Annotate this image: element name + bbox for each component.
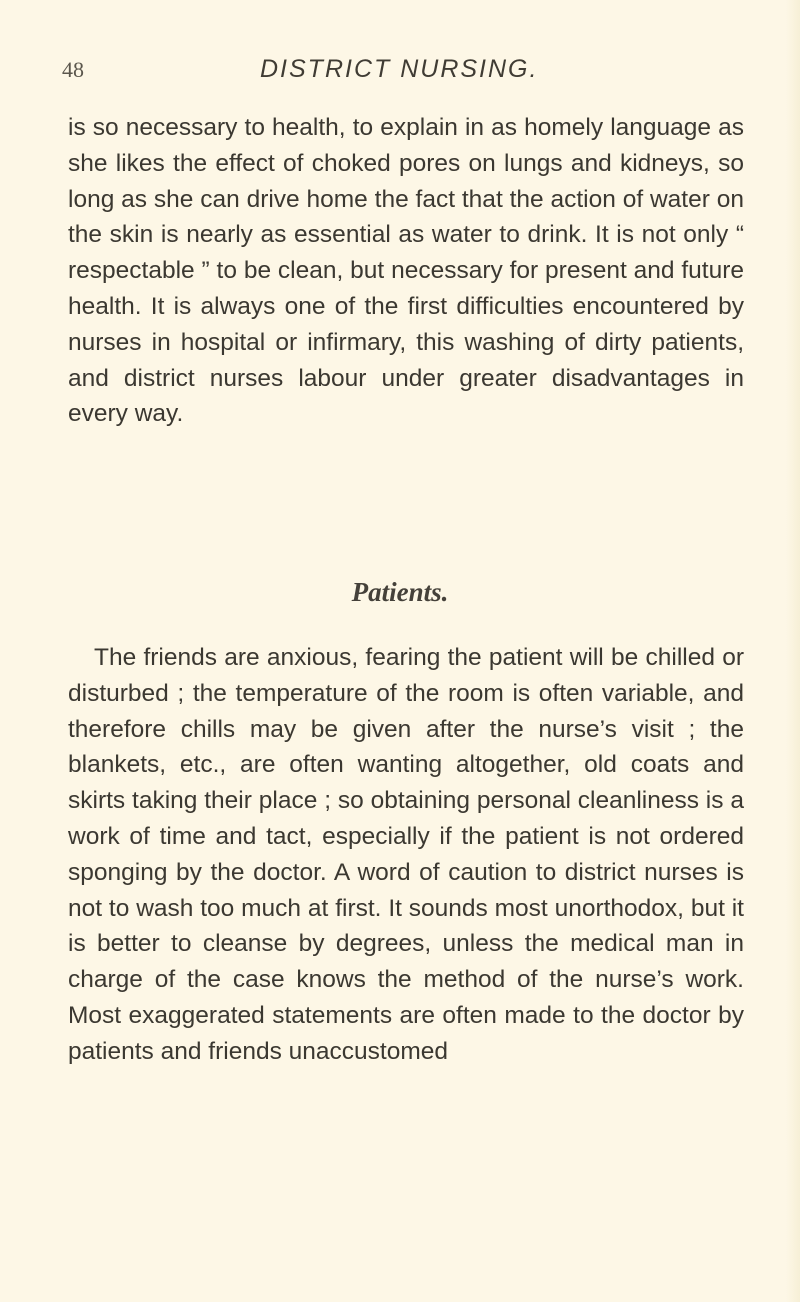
running-head: DISTRICT NURSING. — [260, 55, 539, 83]
page-number: 48 — [62, 57, 84, 82]
page-header — [62, 55, 762, 95]
page-edge-shadow — [786, 0, 800, 1302]
paragraph-patients: The friends are anxious, fearing the patient will be chilled or disturbed ; the temperature of the room is often variable, and therefore chills may be given after the nurse’s visit ; the blankets, etc., are often wanting altogether, old coats and skirts taking their place ; so obtaining personal cleanliness is a work of time and tact, especially if the patient is not ordered sponging by the doctor. A word of caution to district nurses is not to wash too much at first. It sounds most unorthodox, but it is better to cleanse by degrees, unless the medical man in charge of the case knows the method of the nurse’s work. Most exaggerated statements are often made to the doctor by patients and friends unaccustomed — [68, 644, 744, 1065]
paragraph-continued: is so necessary to health, to explain in as homely language as she likes the effect of choked pores on lungs and kidneys, so long as she can drive home the fact that the action of water on the skin is nearly as essential as water to drink. It is not only “ respectable ” to be clean, but necessary for present and future health. It is always one of the first difficulties encountered by nurses in hospital or infirmary, this washing of dirty patients, and district nurses labour under greater disadvantages in every way. — [68, 114, 744, 428]
section-heading: Patients. — [351, 577, 449, 607]
